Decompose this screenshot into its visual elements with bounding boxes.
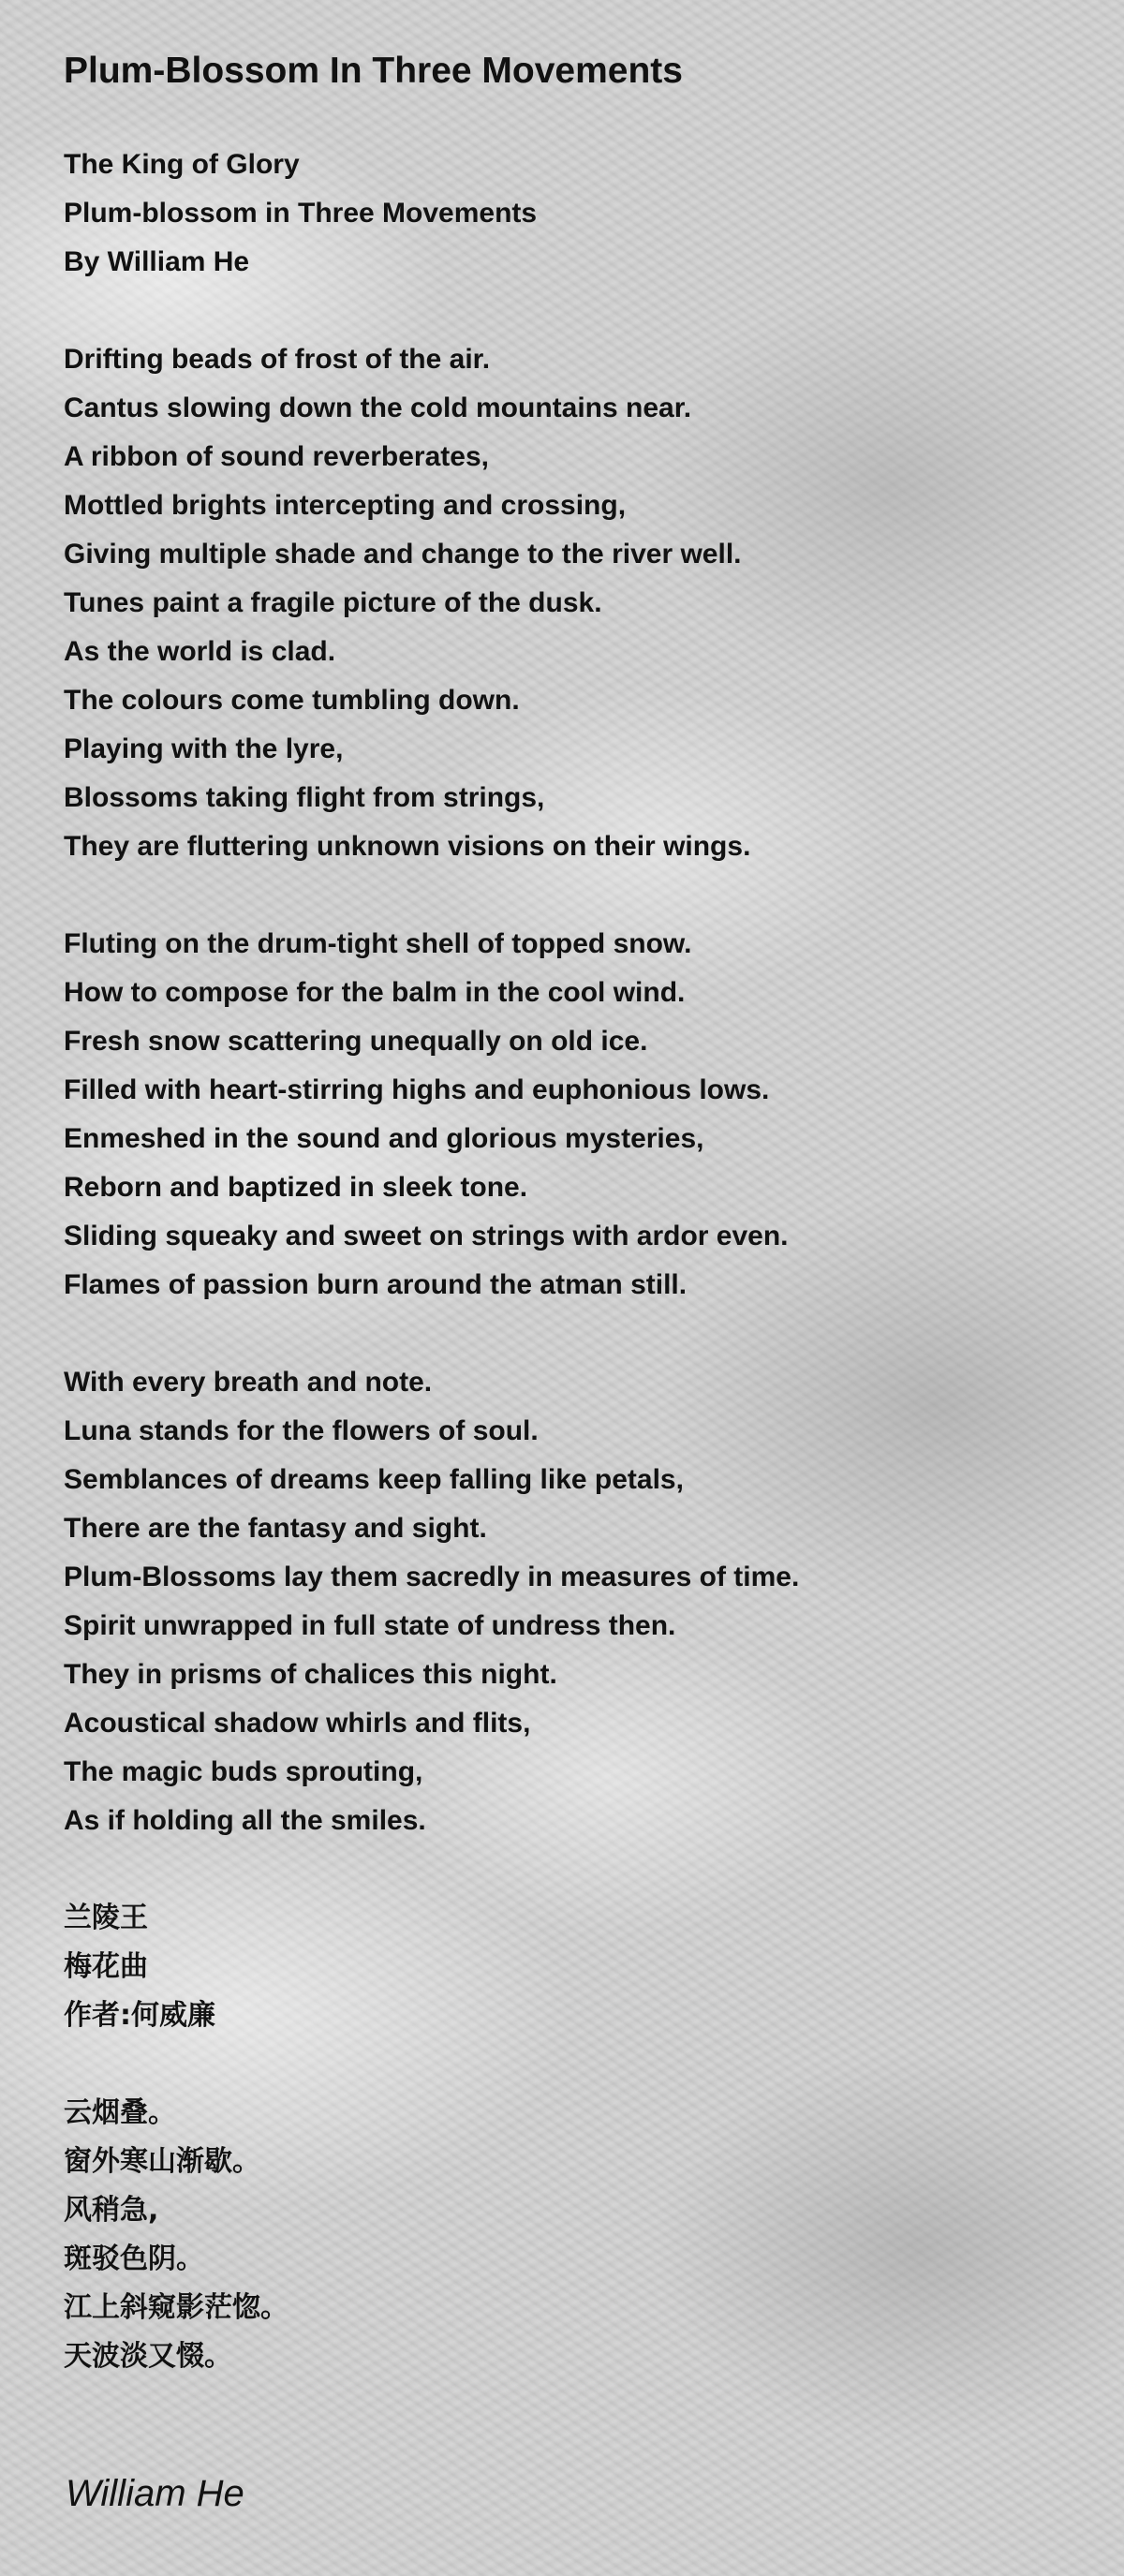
poem-line: As if holding all the smiles.	[64, 1805, 426, 1836]
poem-line: They are fluttering unknown visions on their wings.	[64, 831, 751, 862]
poem-intro-line: The King of Glory	[64, 149, 300, 180]
chinese-line: 江上斜窥影茫惚。	[64, 2291, 288, 2324]
chinese-line: 天波淡又惙。	[64, 2340, 232, 2373]
poem-line: A ribbon of sound reverberates,	[64, 441, 489, 472]
stanza-2	[64, 920, 1075, 1310]
poem-line: As the world is clad.	[64, 636, 336, 667]
poem-line: Filled with heart-stirring highs and euphonious lows.	[64, 1074, 770, 1105]
poem-line: The colours come tumbling down.	[64, 685, 520, 716]
poem-line: With every breath and note.	[64, 1367, 433, 1398]
poem-line: Fresh snow scattering unequally on old ice.	[64, 1026, 648, 1057]
poem-line: Luna stands for the flowers of soul.	[64, 1415, 539, 1446]
poem-line: Spirit unwrapped in full state of undress then.	[64, 1610, 676, 1641]
poem-intro-line: Plum-blossom in Three Movements	[64, 198, 538, 229]
poem-line: Mottled brights intercepting and crossing,	[64, 490, 627, 521]
author-signature: William He	[66, 2473, 244, 2514]
chinese-line: 云烟叠。	[64, 2096, 176, 2129]
poem-line: Cantus slowing down the cold mountains near.	[64, 392, 692, 423]
chinese-intro-line: 兰陵王	[64, 1902, 148, 1934]
poem-line: Acoustical shadow whirls and flits,	[64, 1708, 531, 1739]
chinese-line: 窗外寒山渐歇。	[64, 2145, 260, 2178]
poem-line: Reborn and baptized in sleek tone.	[64, 1172, 528, 1203]
poem-line: Giving multiple shade and change to the river well.	[64, 539, 742, 570]
poem-intro	[64, 141, 1075, 287]
poem-intro-line: By William He	[64, 246, 250, 277]
chinese-intro-line: 梅花曲	[64, 1950, 148, 1983]
poem-line: There are the fantasy and sight.	[64, 1513, 487, 1544]
poem-line: They in prisms of chalices this night.	[64, 1659, 557, 1690]
poem-line: Tunes paint a fragile picture of the dusk.	[64, 587, 602, 618]
poem-title: Plum-Blossom In Three Movements	[64, 51, 683, 91]
poem-content	[64, 49, 1075, 2381]
poem-line: Blossoms taking flight from strings,	[64, 782, 545, 813]
stanza-3	[64, 1358, 1075, 1845]
poem-line: Flames of passion burn around the atman still.	[64, 1269, 688, 1300]
chinese-line: 风稍急,	[64, 2194, 159, 2227]
poem-line: Semblances of dreams keep falling like petals,	[64, 1464, 684, 1495]
stanza-1	[64, 335, 1075, 871]
chinese-intro-line: 作者:何威廉	[64, 1999, 215, 2032]
chinese-stanza	[64, 2089, 1075, 2381]
chinese-intro	[64, 1894, 1075, 2040]
poem-line: Playing with the lyre,	[64, 733, 344, 764]
poem-line: The magic buds sprouting,	[64, 1756, 423, 1787]
poem-line: How to compose for the balm in the cool wind.	[64, 977, 686, 1008]
chinese-line: 斑驳色阴。	[64, 2243, 204, 2275]
poem-line: Drifting beads of frost of the air.	[64, 344, 491, 375]
poem-line: Sliding squeaky and sweet on strings with ardor even.	[64, 1221, 789, 1251]
poem-line: Enmeshed in the sound and glorious mysteries,	[64, 1123, 704, 1154]
poem-line: Fluting on the drum-tight shell of topped snow.	[64, 928, 692, 959]
poem-line: Plum-Blossoms lay them sacredly in measures of time.	[64, 1562, 800, 1592]
author-signature-block	[66, 2473, 244, 2515]
